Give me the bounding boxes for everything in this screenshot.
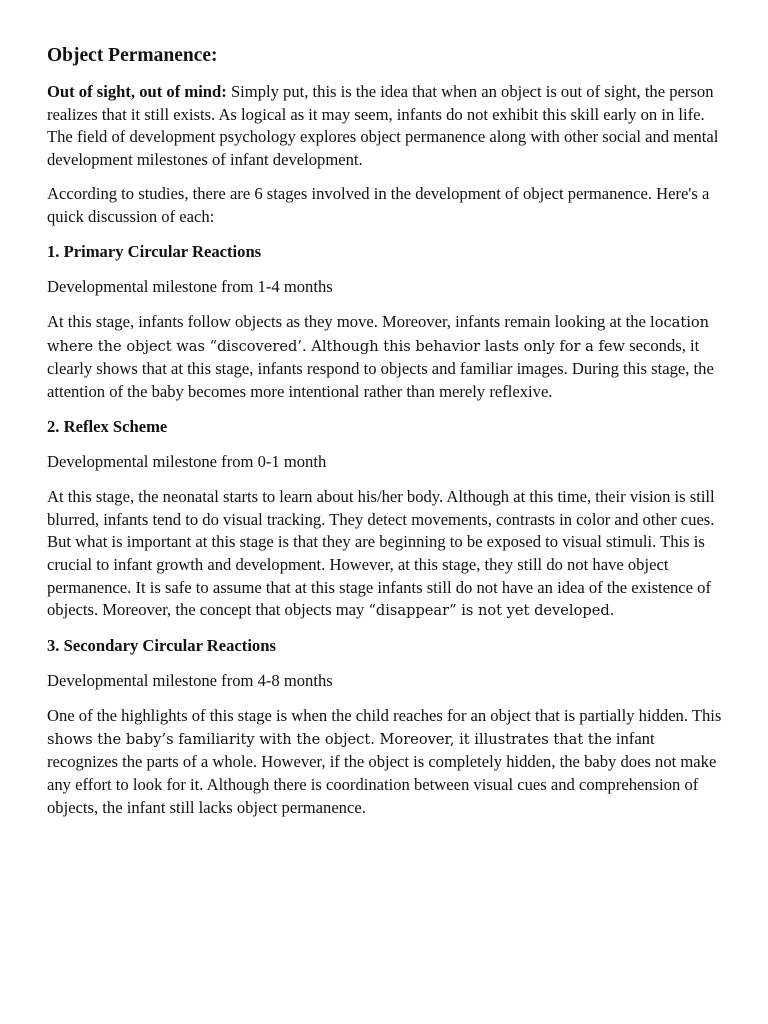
- section-heading-primary-circular-reactions: 1. Primary Circular Reactions: [47, 241, 262, 261]
- section-body: [47, 705, 727, 819]
- section-milestone: Developmental milestone from 0-1 month: [47, 451, 327, 471]
- section-body-part: One of the highlights of this stage is when the child reaches for an object that is partially hidden. This: [47, 706, 722, 726]
- intro-text: Simply put, this is the idea that when an object is out of sight, the person realizes that it still exists. As logical as it may seem, infants do not exhibit this skill early on in life. The field of development psychology explores object permanence along with other social and mental development milestones of infant development.: [47, 82, 719, 169]
- section-heading-secondary-circular-reactions: 3. Secondary Circular Reactions: [47, 635, 276, 655]
- intro-lead: Out of sight, out of mind:: [47, 82, 227, 101]
- section-body-part: “disappear” is not yet developed: [368, 602, 610, 620]
- section-heading-reflex-scheme: 2. Reflex Scheme: [47, 416, 168, 436]
- section-milestone: Developmental milestone from 4-8 months: [47, 670, 333, 690]
- section-body-part: At this stage, infants follow objects as they move. Moreover, infants remain looking at the: [47, 312, 651, 332]
- section-body-part: infant recognizes the parts of a whole. However, if the object is completely hidden, the baby does not make any effort to look for it. Although there is coordination between visual cues and comprehension of objects, the infant still lacks object permanence.: [47, 728, 717, 817]
- section-body-part: shows the baby’s familiarity with the object. Moreover, it illustrates that the: [47, 730, 612, 748]
- document-page: [47, 44, 727, 831]
- stages-intro-paragraph: According to studies, there are 6 stages involved in the development of object permanence. Here's a quick discussion of each:: [47, 184, 710, 226]
- intro-paragraph: [47, 81, 727, 171]
- section-body: [47, 486, 727, 623]
- section-body-part: location where the object was “discovered’. Although this behavior lasts only for a few: [47, 314, 710, 355]
- section-body-part: .: [609, 600, 614, 620]
- section-body: [47, 311, 727, 403]
- section-body-part: seconds, it clearly shows that at this stage, infants respond to objects and familiar images. During this stage, the attention of the baby becomes more intentional rather than merely reflexive.: [47, 335, 714, 401]
- section-body-part: At this stage, the neonatal starts to learn about his/her body. Although at this time, their vision is still blurred, infants tend to do visual tracking. They detect movements, contrasts in color and other cues. But what is important at this stage is that they are beginning to be exposed to visual stimuli. This is crucial to infant growth and development. However, at this stage, they still do not have object permanence. It is safe to assume that at this stage infants still do not have an idea of the existence of objects. Moreover, the concept that objects may: [47, 487, 715, 620]
- document-title: Object Permanence:: [47, 45, 218, 66]
- section-milestone: Developmental milestone from 1-4 months: [47, 276, 333, 296]
